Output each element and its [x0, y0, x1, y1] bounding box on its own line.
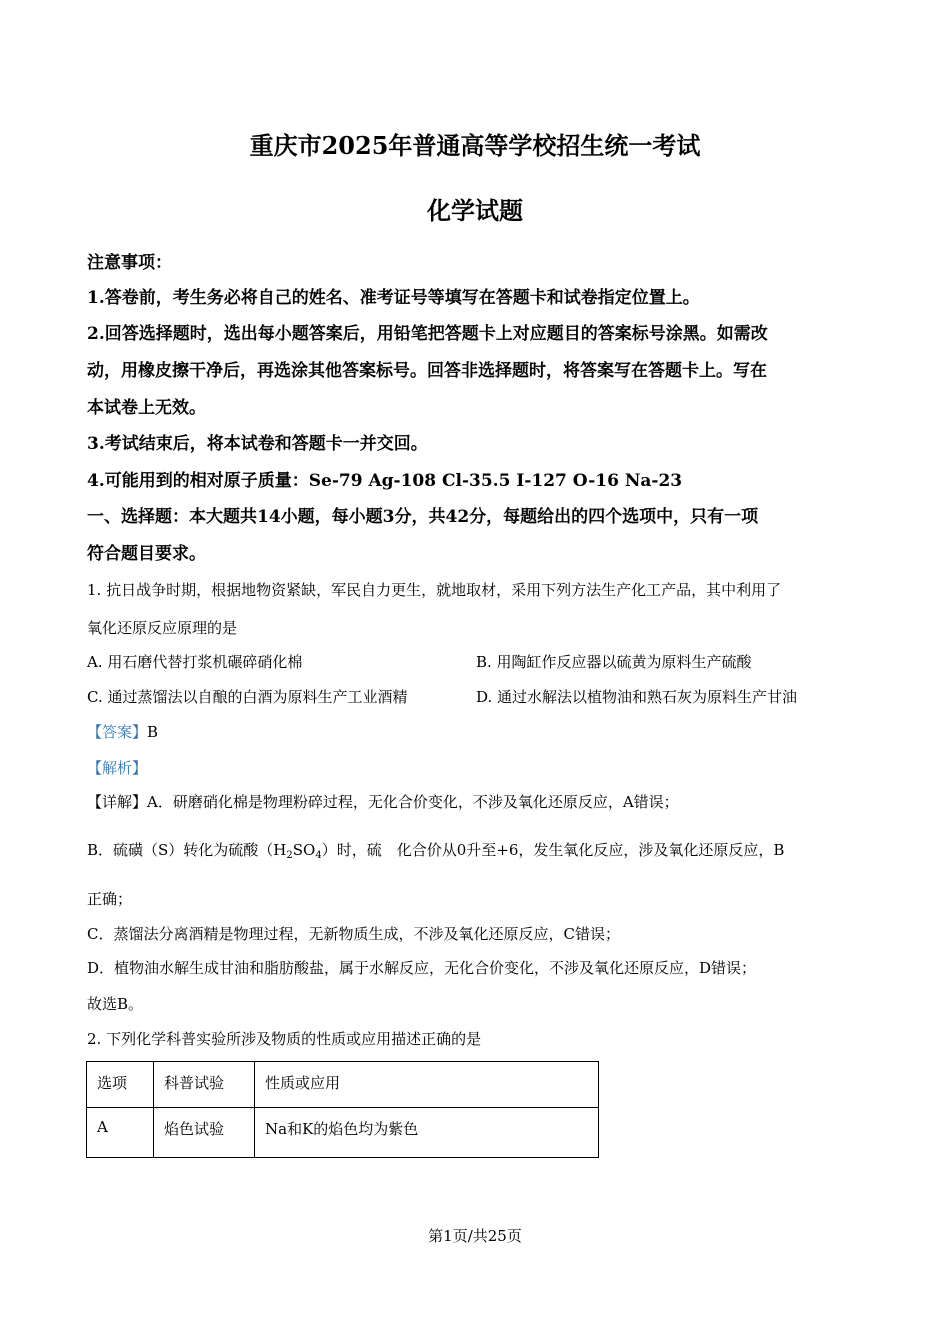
q1-option-d: D. 通过水解法以植物油和熟石灰为原料生产甘油 [476, 688, 798, 706]
detail-b-text-1: B．硫磺（S）转化为硫酸（H [87, 841, 287, 859]
detail-b-text-2: SO [292, 841, 316, 859]
section-heading-line-2: 符合题目要求。 [87, 544, 206, 564]
notice-item-3: 3.考试结束后，将本试卷和答题卡一并交回。 [87, 434, 428, 454]
exam-title: 重庆市2025年普通高等学校招生统一考试 [249, 131, 701, 160]
notice-item-2-line-2: 动，用橡皮擦干净后，再选涂其他答案标号。回答非选择题时，将答案写在答题卡上。写在 [87, 361, 767, 381]
q1-stem-line-2: 氧化还原反应原理的是 [87, 619, 238, 637]
table-header-cell: 选项 [87, 1062, 154, 1108]
exam-subtitle: 化学试题 [427, 196, 523, 225]
table-header-row [87, 1062, 599, 1108]
table-cell: 焰色试验 [154, 1108, 255, 1158]
notice-item-2-line-3: 本试卷上无效。 [87, 398, 206, 418]
table-header-cell: 科普试验 [154, 1062, 255, 1108]
answer-tag: 【答案】 [87, 723, 148, 741]
q1-detail-c: C．蒸馏法分离酒精是物理过程，无新物质生成，不涉及氧化还原反应，C错误； [87, 925, 620, 943]
section-heading-line-1: 一、选择题：本大题共14小题，每小题3分，共42分，每题给出的四个选项中，只有一项 [87, 507, 759, 527]
answer-value: B [147, 723, 159, 741]
q1-option-a: A. 用石磨代替打浆机碾碎硝化棉 [87, 653, 303, 671]
q1-option-b: B. 用陶缸作反应器以硫黄为原料生产硫酸 [476, 653, 752, 671]
q1-stem-line-1: 1. 抗日战争时期，根据地物资紧缺，军民自力更生，就地取材，采用下列方法生产化工产品，其中利用了 [87, 581, 782, 599]
q1-conclusion: 故选B。 [87, 995, 144, 1013]
q1-option-c: C. 通过蒸馏法以自酿的白酒为原料生产工业酒精 [87, 688, 408, 706]
table-cell: A [87, 1108, 154, 1158]
page-number: 第1页/共25页 [428, 1227, 522, 1245]
notice-heading: 注意事项： [87, 253, 172, 273]
detail-b-text-3: ）时，硫 化合价从0升至+6，发生氧化反应，涉及氧化还原反应，B [321, 841, 785, 859]
notice-item-4: 4.可能用到的相对原子质量：Se-79 Ag-108 Cl-35.5 I-127 O-16 Na-23 [87, 471, 683, 491]
table-row [87, 1108, 599, 1158]
notice-item-2-line-1: 2.回答选择题时，选出每小题答案后，用铅笔把答题卡上对应题目的答案标号涂黑。如需改 [87, 324, 768, 344]
q1-detail-d: D．植物油水解生成甘油和脂肪酸盐，属于水解反应，无化合价变化，不涉及氧化还原反应，D错误； [87, 959, 757, 977]
q2-stem: 2. 下列化学科普实验所涉及物质的性质或应用描述正确的是 [87, 1030, 482, 1048]
detail-b-subscript-2: 2 [286, 850, 293, 861]
q1-answer [87, 721, 158, 743]
q1-detail-b [87, 839, 784, 867]
q1-detail-b-line-2: 正确； [87, 890, 133, 908]
q2-table [86, 1061, 599, 1158]
notice-item-1: 1.答卷前，考生务必将自己的姓名、准考证号等填写在答题卡和试卷指定位置上。 [87, 288, 700, 308]
table-cell: Na和K的焰色均为紫色 [255, 1108, 599, 1158]
detail-b-subscript-4: 4 [315, 850, 322, 861]
q1-detail-line-1: 【详解】A．研磨硝化棉是物理粉碎过程，无化合价变化，不涉及氧化还原反应，A错误； [87, 793, 679, 811]
analysis-tag: 【解析】 [87, 759, 148, 777]
table-header-cell: 性质或应用 [255, 1062, 599, 1108]
